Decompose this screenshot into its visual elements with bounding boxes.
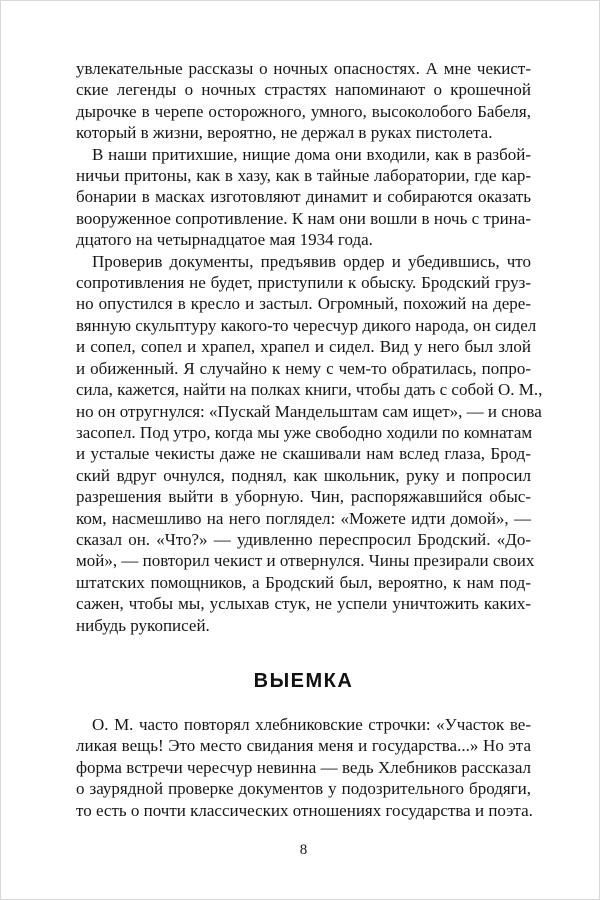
text-line: мой», — повторил чекист и отвернулся. Чины презирали своих [76, 551, 535, 571]
text-line: который в жизни, вероятно, не держал в руках пистолета. [76, 123, 493, 143]
text-line: нибудь рукописей. [76, 615, 210, 635]
text-line: вооруженное сопротивление. К нам они вошли в ночь с трина- [76, 208, 531, 228]
text-line: В наши притихшие, нищие дома они входили, как в разбой- [92, 144, 531, 164]
text-line: сказал он. «Что?» — удивленно переспросил Бродский. «До- [76, 529, 531, 549]
text-line: то есть о почти классических отношениях государства и поэта. [76, 800, 533, 820]
text-line: форма встречи чересчур невинна — ведь Хлебников рассказал [76, 757, 531, 777]
text-line: ский вдруг очнулся, поднял, как школьник, руку и попросил [76, 465, 531, 485]
text-line: сопротивления не будет, приступили к обыску. Бродский груз- [76, 273, 531, 293]
page-number: 8 [299, 842, 308, 858]
text-line: и сопел, сопел и храпел, храпел и сидел. Вид у него был злой [76, 337, 531, 357]
text-line: ликая вещь! Это место свидания меня и государства...» Но эта [76, 736, 531, 756]
text-line: увлекательные рассказы о ночных опасностях. А мне чекист- [76, 59, 531, 78]
text-line: и усталые чекисты даже не скашивали нам вслед глаза, Брод- [76, 444, 531, 464]
text-line: штатских помощников, а Бродский был, вероятно, к нам под- [76, 572, 531, 592]
text-line: бонарии в масках изготовляют динамит и собираются оказать [76, 187, 531, 207]
body-paragraph [76, 144, 531, 251]
text-line: О. М. часто повторял хлебниковские строчки: «Участок ве- [92, 714, 531, 734]
text-line: вянную скульптуру какого-то чересчур дикого народа, он сидел [76, 315, 537, 335]
section-heading: ВЫЕМКА [253, 669, 354, 692]
text-line: ничьи притоны, как в хазу, как в тайные лаборатории, где кар- [76, 166, 531, 186]
text-line: дцатого на четырнадцатое мая 1934 года. [76, 230, 373, 250]
text-line: Проверив документы, предъявив ордер и убедившись, что [92, 251, 531, 271]
text-line: разрешения выйти в уборную. Чин, распоряжавшийся обыс- [76, 487, 531, 507]
body-paragraph-continuation [76, 58, 531, 144]
text-line: но он отругнулся: «Пускай Мандельштам сам ищет», — и снова [76, 401, 542, 421]
text-line: засопел. Под утро, когда мы уже свободно ходили по комнатам [76, 422, 533, 442]
text-line: и обиженный. Я случайно к нему с чем-то обратилась, попро- [76, 358, 531, 378]
text-line: о заурядной проверке документов у подозрительного бродяги, [76, 779, 531, 799]
body-paragraph [76, 714, 531, 821]
text-column [76, 58, 543, 821]
text-line: дырочке в черепе осторожного, умного, высоколобого Бабеля, [76, 101, 531, 121]
text-line: сила, кажется, найти на полках книги, чтобы дать с собой О. М., [76, 380, 543, 400]
text-line: но опустился в кресло и застыл. Огромный, похожий на дере- [76, 294, 531, 314]
text-line: ские легенды о ночных страстях напоминают о крошечной [76, 80, 531, 100]
body-paragraph [76, 251, 543, 636]
text-line: сажен, чтобы мы, услыхав стук, не успели уничтожить каких- [76, 594, 531, 614]
text-line: ком, насмешливо на него поглядел: «Можете идти домой», — [76, 508, 531, 528]
